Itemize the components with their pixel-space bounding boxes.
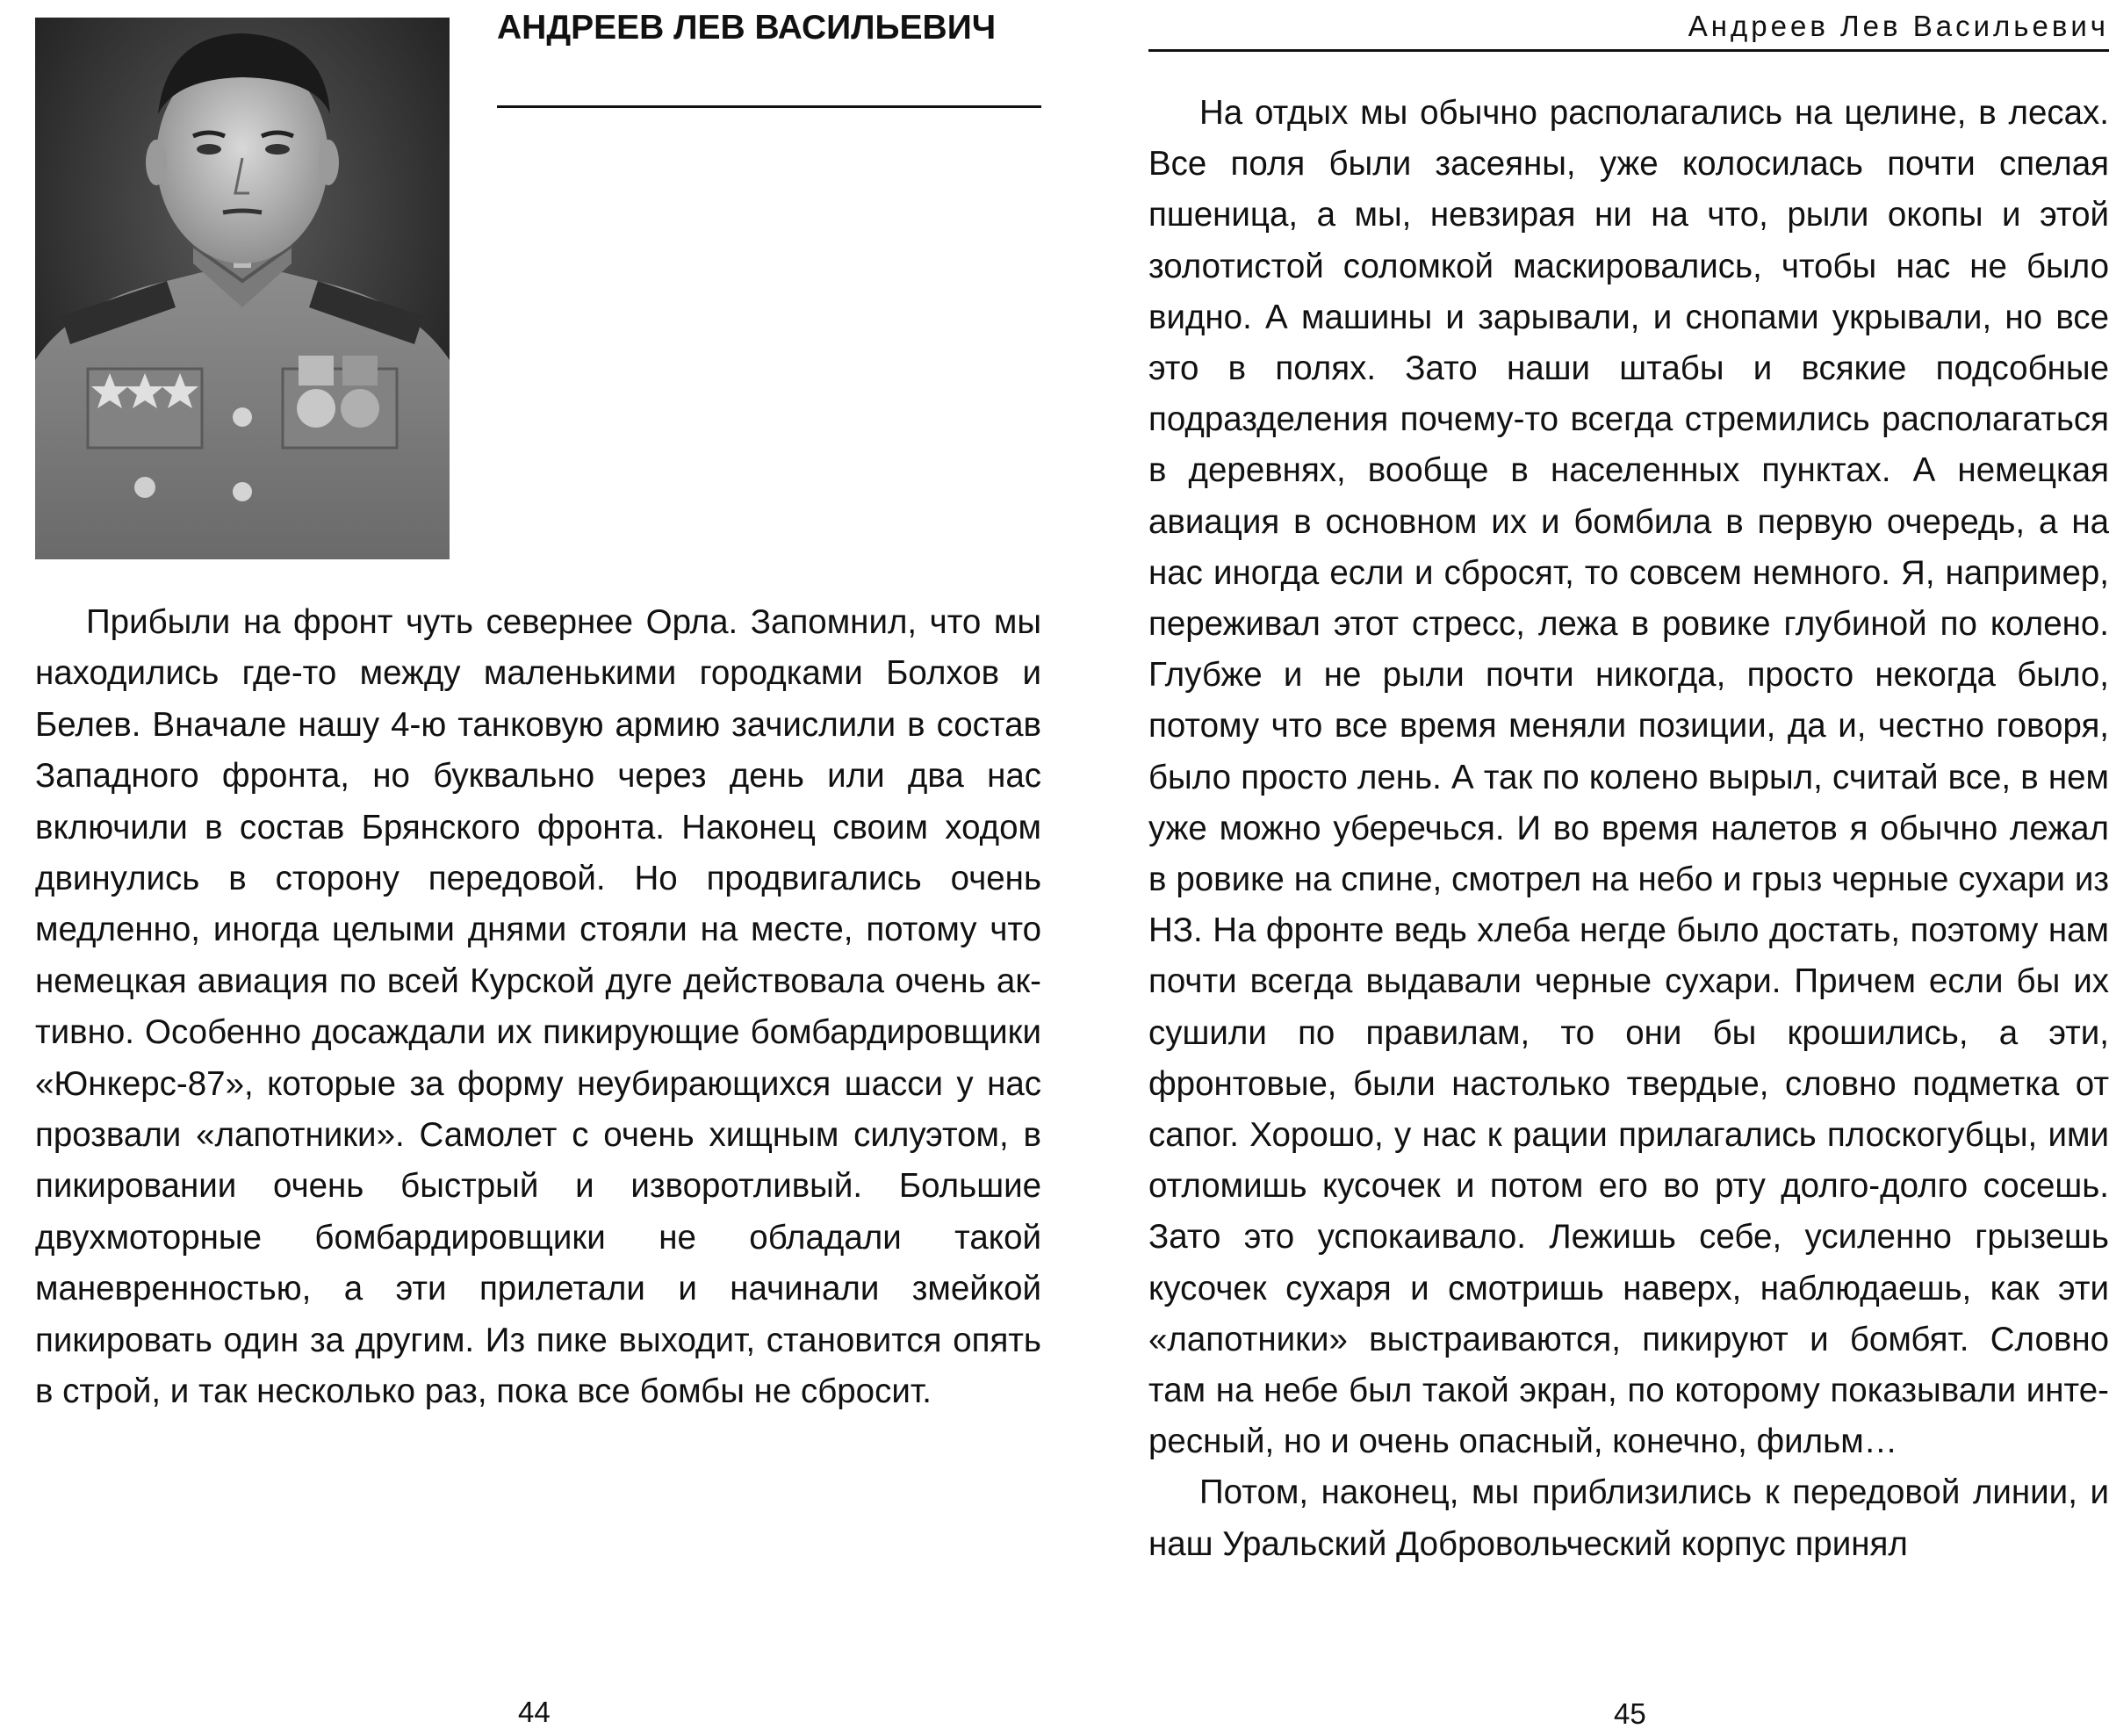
left-paragraph: Прибыли на фронт чуть севернее Орла. Запомнил, что мы находились где-то между маленькими городками Болхов и Белев. Вначале нашу 4-ю танковую армию зачислили в состав Западного фронта, но буквально через день или два нас включили в состав Брянского фронта. Наконец своим ходом двинулись в сторону передовой. Но продвигались очень медленно, иногда целыми днями стояли на месте, потому что немецкая авиация по всей Курской дуге действовала очень активно. Особенно досаждали их пикирующие бомбардировщики «Юнкерс-87», которые за форму неубирающихся шасси у нас прозвали «лапотники». Самолет с очень хищным силуэтом, в пикировании очень быстрый и изворотливый. Большие двухмоторные бомбардировщики не обладали такой маневренностью, а эти прилетали и начинали змейкой пикировать один за другим. Из пике выходит, становится опять в строй, и так несколько раз, пока все бомбы не сбросит. bbox=[35, 603, 1041, 1411]
right-page-body bbox=[1148, 88, 2109, 1570]
author-name-heading: АНДРЕЕВ ЛЕВ ВАСИЛЬЕВИЧ bbox=[497, 9, 997, 47]
left-page-body bbox=[35, 597, 1041, 1418]
running-header: Андреев Лев Васильевич bbox=[1688, 10, 2109, 42]
right-paragraph: Потом, наконец, мы приблизились к передовой линии, и наш Уральский Добровольческий корпус принял bbox=[1148, 1473, 2109, 1563]
running-header-rule bbox=[1148, 49, 2109, 52]
author-portrait-photo bbox=[35, 18, 450, 559]
right-paragraph: На отдых мы обычно располагались на целине, в лесах. Все поля были засеяны, уже колосилась почти спелая пшеница, а мы, невзирая ни на что, рыли окопы и этой золотистой соломкой маскировались, чтобы нас не было видно. А машины и зарывали, и снопами укрывали, но все это в полях. Зато наши штабы и всякие подсобные подразделения почему-то всегда стремились располагаться в деревнях, вообще в населенных пунктах. А немецкая авиация в основном их и бомбила в первую очередь, а на нас иногда если и сбросят, то совсем немного. Я, например, переживал этот стресс, лежа в ровике глубиной по колено. Глубже и не рыли почти никогда, просто некогда было, потому что все время меняли позиции, да и, честно говоря, было просто лень. А так по колено вырыл, считай все, в нем уже можно уберечься. И во время налетов я обычно лежал в ровике на спине, смотрел на небо и грыз черные сухари из НЗ. На фронте ведь хлеба негде было достать, поэтому нам почти всегда выдавали черные сухари. Причем если бы их сушили по правилам, то они бы крошились, а эти, фронтовые, были настолько твердые, словно подметка от сапог. Хорошо, у нас к рации прилагались плоскогубцы, ими отломишь кусочек и потом его во рту долго-долго сосешь. Зато это успокаивало. Лежишь себе, усиленно грызешь кусочек сухаря и смотришь наверх, наблюдаешь, как эти «лапотники» выстраиваются, пикируют и бомбят. Словно там на небе был такой экран, по которому показывали интересный, но и очень опасный, конечно, фильм… bbox=[1148, 94, 2109, 1461]
page-number-left: 44 bbox=[518, 1696, 551, 1728]
heading-underline bbox=[497, 105, 1041, 108]
portrait-illustration bbox=[35, 18, 450, 559]
page-number-right: 45 bbox=[1614, 1697, 1646, 1730]
